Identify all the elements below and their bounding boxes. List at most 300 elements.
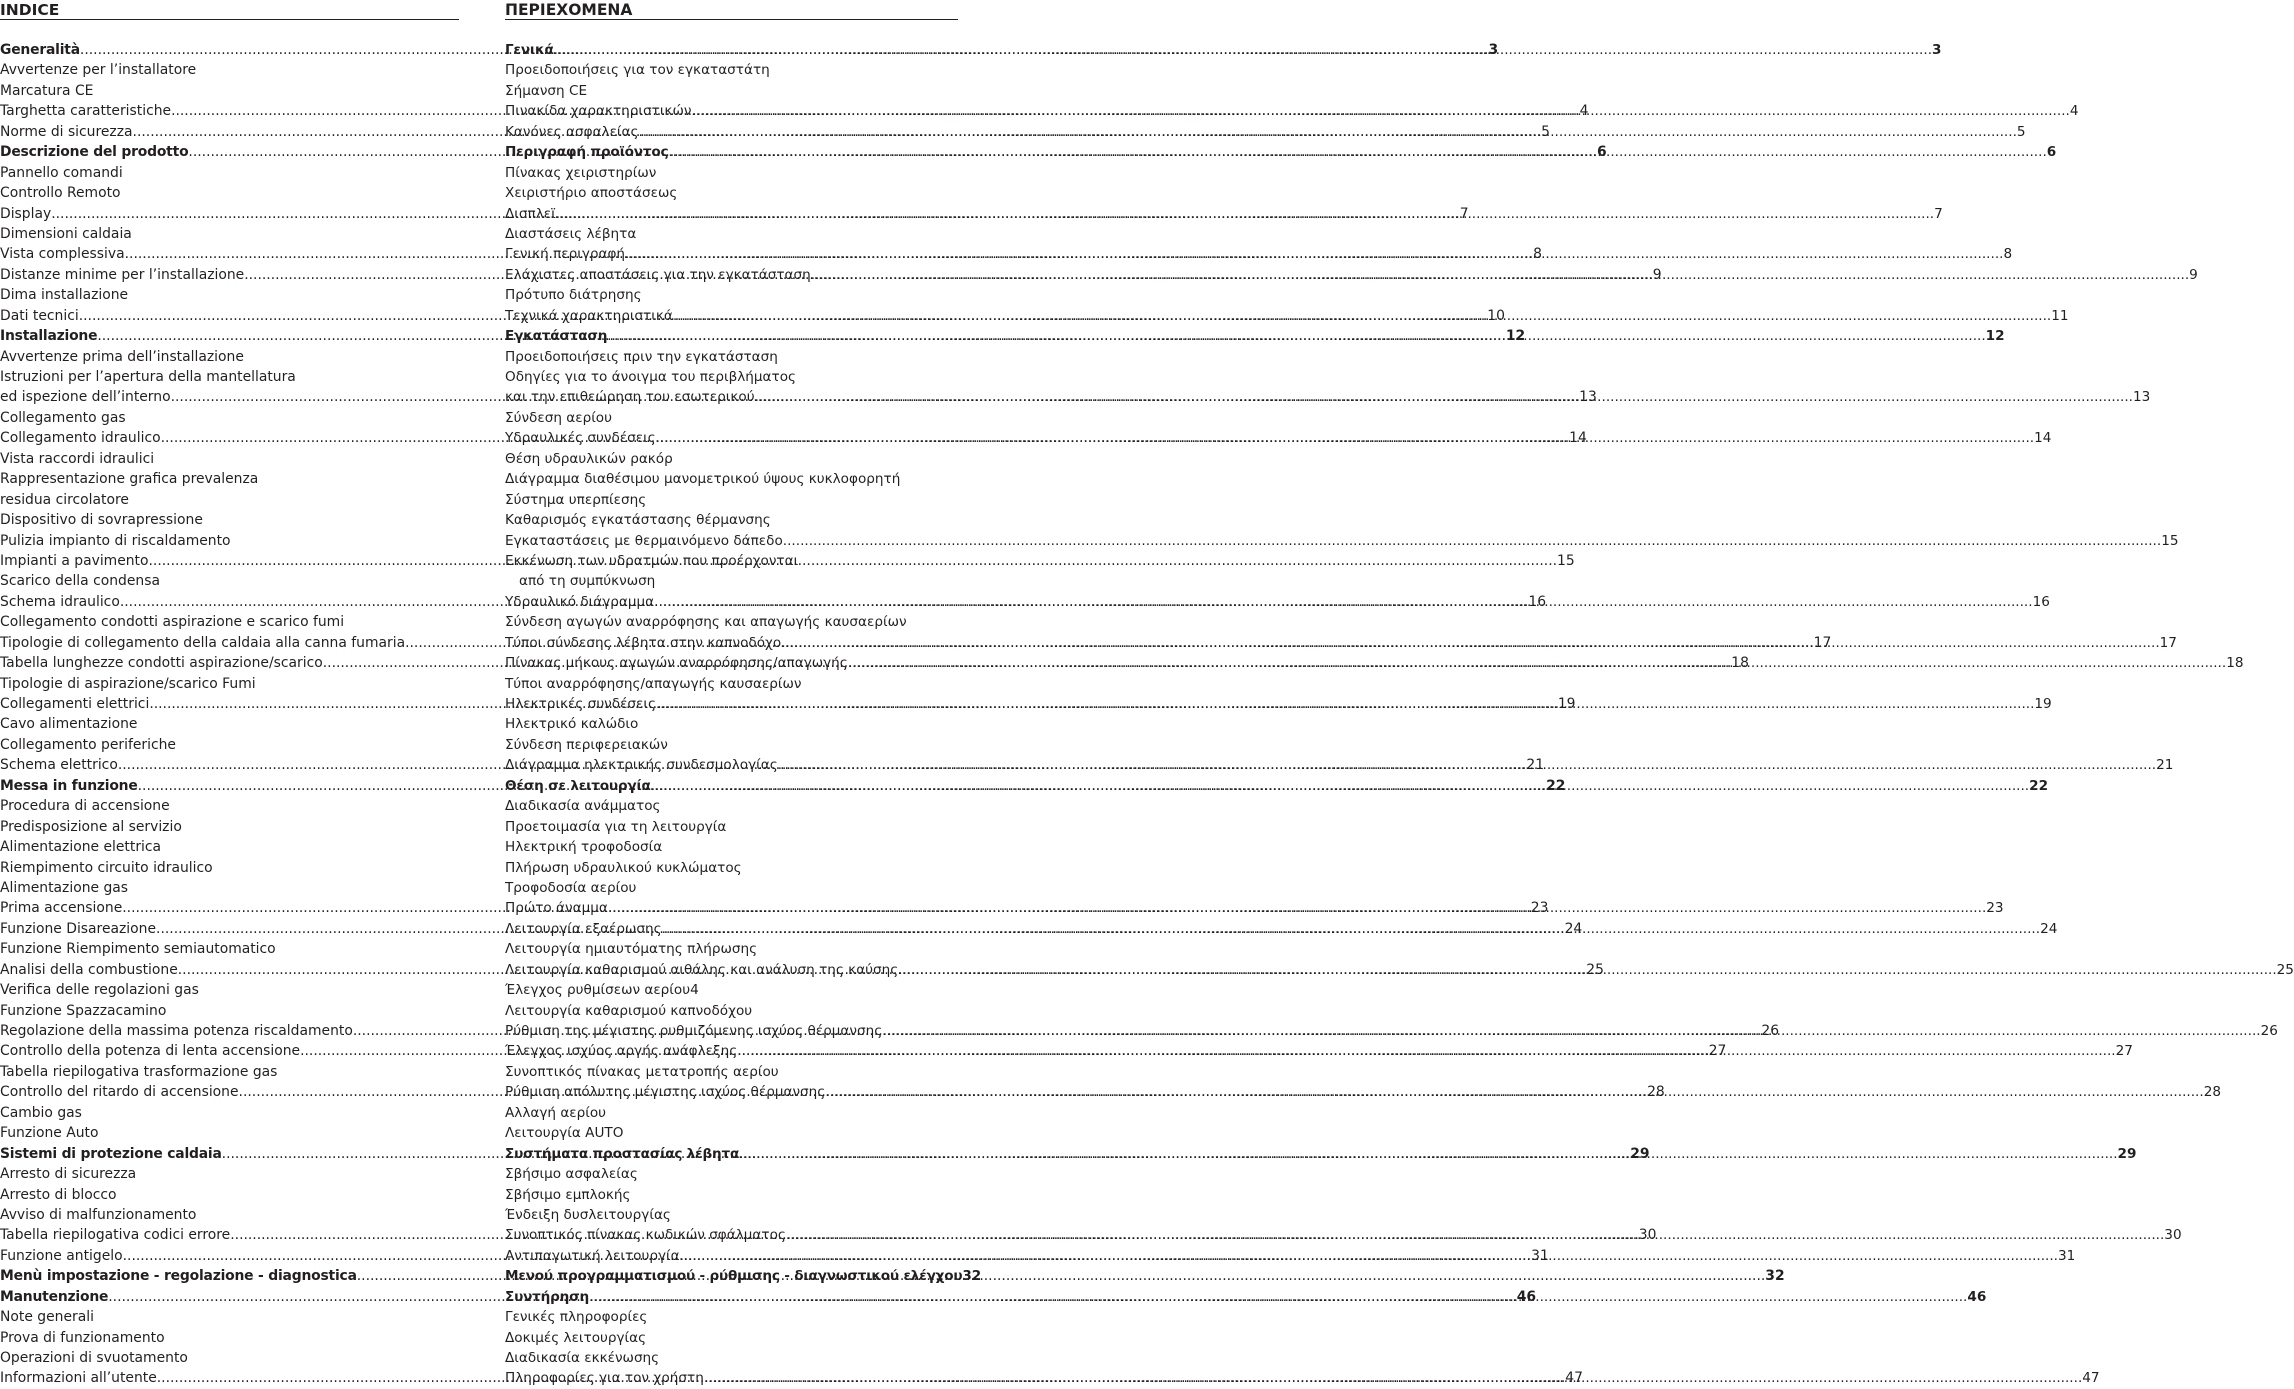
toc-entry[interactable] (0, 612, 459, 632)
toc-page-number: 24 (1564, 920, 1583, 937)
toc-entry[interactable] (505, 592, 2050, 612)
toc-entry[interactable] (0, 510, 459, 530)
toc-entry[interactable] (505, 1041, 2133, 1061)
toc-entry-label: Πίνακας μήκους αγωγών αναρρόφησης/απαγωγής (505, 655, 848, 672)
toc-entry-label: Cambio gas (0, 1104, 82, 1121)
toc-entry[interactable] (505, 817, 958, 837)
toc-entry[interactable] (505, 408, 958, 428)
toc-entry[interactable] (505, 1001, 958, 1021)
toc-entry[interactable] (505, 674, 958, 694)
toc-page-number: 22 (2029, 777, 2049, 794)
toc-page-number: 3 (1488, 42, 1499, 58)
toc-dot-leader (656, 428, 2034, 448)
toc-entry[interactable] (505, 551, 958, 571)
toc-page-number: 13 (1579, 389, 1597, 406)
toc-page-number: 28 (2203, 1084, 2221, 1101)
toc-page-number: 5 (2016, 123, 2026, 140)
toc-entry[interactable] (0, 224, 459, 244)
toc-page-number: 31 (1531, 1247, 1549, 1264)
toc-entry-label: Σβήσιμο ασφαλείας (505, 1166, 638, 1183)
toc-page-number: 21 (2156, 757, 2174, 774)
toc-dot-leader (783, 531, 2161, 551)
toc-entry[interactable] (505, 837, 958, 857)
toc-entry-label: Tabella riepilogativa trasformazione gas (0, 1063, 278, 1080)
toc-entry[interactable] (0, 60, 459, 80)
toc-entry-label: Tipologie di collegamento della caldaia alla canna fumaria (0, 634, 406, 651)
toc-page-number: 30 (1638, 1227, 1657, 1244)
toc-entry[interactable] (505, 1164, 958, 1184)
toc-entry-label: Λειτουργία καθαρισμού αιθάλης και ανάλυση της καύσης (505, 961, 899, 978)
toc-page-number: 17 (2159, 634, 2177, 651)
toc-page-number: 27 (1708, 1043, 1727, 1060)
toc-entry[interactable] (0, 796, 459, 816)
toc-entry[interactable] (505, 735, 958, 755)
toc-entry-label: Πρώτο άναμμα (505, 900, 608, 917)
toc-page-number: 13 (2133, 389, 2151, 406)
toc-entry-label: Rappresentazione grafica prevalenza (0, 471, 259, 488)
toc-page-number: 12 (1985, 328, 2005, 345)
toc-page-number: 16 (1528, 593, 1547, 610)
toc-entry-label: Arresto di blocco (0, 1186, 117, 1203)
toc-entry-label: Alimentazione gas (0, 879, 129, 896)
toc-page-number: 26 (2260, 1023, 2278, 1039)
toc-entry-label: Πληροφορίες για τον χρήστη (505, 1370, 704, 1387)
toc-entry[interactable] (505, 1021, 2278, 1041)
toc-dot-leader (755, 387, 2133, 407)
toc-page-number: 5 (1541, 123, 1550, 140)
toc-entry[interactable] (505, 428, 2052, 448)
toc-page-number: 30 (2164, 1227, 2182, 1244)
toc-entry-label: Γενικές πληροφορίες (505, 1309, 648, 1326)
toc-entry[interactable] (505, 101, 2079, 121)
toc-entry[interactable] (505, 285, 958, 305)
toc-entry-label: Ηλεκτρικές συνδέσεις (505, 696, 656, 712)
toc-entry[interactable] (0, 980, 459, 1000)
toc-entry[interactable] (0, 878, 459, 898)
toc-entry-label: Display (0, 205, 52, 222)
toc-entry-label: Τεχνικά χαρακτηριστικά (505, 307, 673, 324)
toc-entry[interactable] (505, 367, 958, 387)
toc-entry-label: Πινακίδα χαρακτηριστικών (505, 103, 692, 120)
toc-entry[interactable] (505, 1368, 2100, 1388)
toc-page-number: 21 (1526, 757, 1545, 774)
toc-entry-label: Συνοπτικός πίνακας μετατροπής αερίου (505, 1063, 779, 1080)
toc-entry-label: Σύνδεση αγωγών αναρρόφησης και απαγωγής καυσαερίων (505, 614, 907, 631)
toc-entry-label: Ηλεκτρική τροφοδοσία (505, 839, 663, 856)
toc-entry[interactable] (0, 490, 459, 510)
toc-entry-label: Prova di funzionamento (0, 1329, 165, 1346)
toc-page-number: 47 (2082, 1370, 2100, 1387)
toc-page-number: 47 (1565, 1370, 1583, 1387)
toc-page-number: 6 (2046, 144, 2057, 161)
toc-entry[interactable] (505, 40, 1942, 60)
toc-entry-label: Προετοιμασία για τη λειτουργία (505, 818, 727, 835)
toc-entry[interactable] (505, 81, 958, 101)
toc-entry-label: Μενού προγραμματισμού - ρύθμισης - διαγνωστικού ελέγχου (505, 1268, 963, 1285)
toc-entry-label: Procedura di accensione (0, 798, 170, 815)
toc-entry-label: Collegamento periferiche (0, 736, 176, 753)
toc-entry-label: Dima installazione (0, 287, 129, 304)
toc-dot-leader (704, 1368, 2082, 1388)
toc-entry[interactable] (505, 469, 958, 489)
toc-dot-leader (656, 694, 2034, 714)
toc-dot-leader (680, 1246, 2058, 1266)
toc-page-number: 8 (1533, 246, 1542, 263)
toc-entry[interactable] (505, 1185, 958, 1205)
toc-entry[interactable] (0, 1307, 459, 1327)
toc-page-number: 8 (2003, 246, 2013, 263)
toc-entry-label: και την επιθεώρηση του εσωτερικού (505, 389, 755, 406)
toc-entry-label: Schema idraulico (0, 593, 120, 610)
toc-entry-label: Δοκιμές λειτουργίας (505, 1329, 647, 1346)
toc-entry-label: Έλεγχος ρυθμίσεων αερίου4 (505, 982, 699, 999)
toc-entry[interactable] (505, 960, 2294, 980)
toc-entry[interactable] (0, 469, 459, 489)
toc-dot-leader (786, 1225, 2164, 1245)
toc-entry-label: Tabella lunghezze condotti aspirazione/scarico (0, 655, 323, 672)
toc-entry-label: Προειδοποιήσεις για τον εγκαταστάτη (505, 62, 770, 79)
toc-entry-label: Θέση υδραυλικών ρακόρ (505, 450, 673, 467)
toc-entry-label: Generalità (0, 42, 80, 58)
toc-entry[interactable] (505, 1348, 958, 1368)
toc-entry-label: Εγκαταστάσεις με θερμαινόμενο δάπεδο (505, 532, 783, 549)
toc-dot-leader (811, 265, 2189, 285)
toc-dot-leader (638, 122, 2016, 142)
toc-page-number: 7 (1459, 205, 1469, 222)
toc-dot-leader (739, 1144, 2117, 1164)
toc-entry-label: Dispositivo di sovrapressione (0, 512, 203, 529)
toc-page-number: 27 (2115, 1043, 2133, 1060)
toc-entry-label: Avvertenze prima dell’installazione (0, 348, 244, 365)
toc-entry-label: Λειτουργία ημιαυτόματης πλήρωσης (505, 941, 758, 958)
toc-entry-label: από τη συμπύκνωση (519, 573, 656, 590)
toc-entry[interactable] (505, 510, 958, 530)
toc-entry-label: Ηλεκτρικό καλώδιο (505, 716, 639, 733)
toc-entry-label: Scarico della condensa (0, 573, 160, 590)
toc-entry-label: Σύστημα υπερπίεσης (505, 491, 647, 508)
toc-page-number: 16 (2032, 593, 2050, 610)
toc-entry-label: Vista complessiva (0, 246, 125, 263)
toc-entry[interactable] (0, 347, 459, 367)
toc-entry-label: Εγκατάσταση (505, 328, 608, 345)
toc-entry[interactable] (505, 387, 2151, 407)
toc-entry[interactable] (505, 919, 2058, 939)
toc-entry[interactable] (505, 326, 2005, 346)
toc-entry-label: Tabella riepilogativa codici errore (0, 1227, 231, 1244)
toc-entry[interactable] (0, 714, 459, 734)
toc-page-number: 6 (1596, 144, 1607, 161)
toc-entry-label: Λειτουργία AUTO (505, 1125, 624, 1142)
toc-entry-label: Riempimento circuito idraulico (0, 859, 213, 876)
toc-entry[interactable] (505, 490, 958, 510)
toc-entry[interactable] (505, 612, 958, 632)
toc-entry[interactable] (505, 796, 958, 816)
toc-dot-leader (589, 1287, 1967, 1307)
toc-entry[interactable] (505, 1287, 1987, 1307)
toc-entry-label: Controllo del ritardo di accensione (0, 1084, 239, 1101)
toc-entry[interactable] (505, 1082, 2221, 1102)
toc-entry-label: Αντιπαγωτική λειτουργία (505, 1247, 680, 1264)
toc-entry[interactable] (0, 817, 459, 837)
toc-dot-leader (554, 40, 1932, 60)
toc-page-number: 23 (1986, 900, 2004, 917)
toc-entry-label: Collegamenti elettrici (0, 696, 150, 712)
toc-entry[interactable] (505, 755, 2174, 775)
toc-entry[interactable] (505, 1144, 2137, 1164)
toc-entry-label: ed ispezione dell’interno (0, 389, 171, 406)
toc-entry[interactable] (505, 224, 958, 244)
toc-entry[interactable] (0, 1328, 459, 1348)
toc-dot-leader (737, 1041, 2115, 1061)
toc-page-number: 17 (1813, 634, 1832, 651)
toc-entry[interactable] (505, 694, 2052, 714)
toc-entry[interactable] (0, 367, 459, 387)
toc-page-number: 14 (1569, 430, 1587, 447)
toc-entry[interactable] (505, 1062, 958, 1082)
toc-entry-label: Διαστάσεις λέβητα (505, 225, 637, 242)
toc-entry-label: Collegamento condotti aspirazione e scarico fumi (0, 614, 345, 631)
toc-entry-label: Περιγραφή προϊόντος (505, 144, 669, 161)
toc-page-number: 10 (1487, 307, 1505, 324)
toc-entry[interactable] (505, 347, 958, 367)
toc-entry[interactable] (505, 653, 2244, 673)
toc-entry-label: Schema elettrico (0, 757, 118, 774)
toc-dot-leader (781, 633, 2159, 653)
toc-dot-leader (625, 244, 2003, 264)
toc-page-number: 24 (2040, 920, 2058, 937)
toc-entry[interactable] (505, 142, 2057, 162)
toc-entry[interactable] (505, 244, 2013, 264)
toc-entry[interactable] (0, 1123, 459, 1143)
toc-entry[interactable] (505, 1266, 982, 1286)
toc-entry-label: Σύνδεση περιφερειακών (505, 736, 668, 753)
toc-entry-label: Pannello comandi (0, 164, 123, 181)
toc-page-number: 29 (1630, 1145, 1650, 1162)
toc-entry-label: Σβήσιμο εμπλοκής (505, 1186, 631, 1203)
toc-entry-label: Γενικά (505, 42, 554, 58)
toc-entry-label: Descrizione del prodotto (0, 144, 189, 161)
toc-dot-leader (668, 142, 2046, 162)
toc-page-number: 18 (2226, 655, 2244, 672)
toc-dot-leader (848, 653, 2226, 673)
toc-entry-label: Πίνακας χειριστηρίων (505, 164, 657, 181)
toc-dot-leader (651, 776, 2029, 796)
toc-entry-label: Συντήρηση (505, 1288, 589, 1305)
toc-page-number: 25 (2276, 961, 2294, 978)
toc-entry[interactable] (505, 776, 2049, 796)
toc-entry-label: Menù impostazione - regolazione - diagnostica (0, 1268, 357, 1285)
toc-entry[interactable] (0, 408, 459, 428)
toc-entry-label: Messa in funzione (0, 777, 138, 794)
toc-entry-label: Regolazione della massima potenza riscaldamento (0, 1023, 353, 1039)
toc-entry[interactable] (505, 1246, 2076, 1266)
toc-entry-label: Εκκένωση των υδρατμών που προέρχονται (505, 552, 799, 569)
toc-dot-leader (608, 898, 1986, 918)
toc-entry[interactable] (0, 1205, 459, 1225)
toc-entry[interactable] (505, 633, 2177, 653)
toc-entry[interactable] (505, 531, 2179, 551)
toc-entry[interactable] (505, 714, 958, 734)
toc-entry[interactable] (505, 1123, 958, 1143)
toc-page-number: 4 (2069, 103, 2079, 120)
toc-entry-label: Collegamento idraulico (0, 430, 161, 447)
toc-entry-label: Norme di sicurezza (0, 123, 133, 140)
toc-entry-label: Analisi della combustione (0, 961, 178, 978)
toc-entry-label: Controllo della potenza di lenta accensione (0, 1043, 301, 1060)
toc-page-number: 26 (1761, 1023, 1780, 1039)
toc-page-number: 29 (2117, 1145, 2137, 1162)
toc-entry-label: Ρύθμιση απόλυτης μέγιστης ισχύος θέρμανσης (505, 1084, 826, 1101)
toc-entry-label: Istruzioni per l’apertura della mantellatura (0, 369, 296, 385)
toc-entry[interactable] (0, 837, 459, 857)
toc-entry-label: Καθαρισμός εγκατάστασης θέρμανσης (505, 512, 771, 529)
toc-entry[interactable] (0, 1185, 459, 1205)
toc-page-number: 3 (1932, 42, 1942, 58)
toc-entry-label: Ελάχιστες αποστάσεις για την εγκατάσταση (505, 266, 811, 283)
toc-entry-label: Informazioni all’utente (0, 1370, 157, 1387)
toc-entry-label: Targhetta caratteristiche (0, 103, 172, 120)
toc-entry[interactable] (505, 122, 2026, 142)
toc-entry-label: Υδραυλικές συνδέσεις (505, 430, 656, 447)
toc-entry-label: Arresto di sicurezza (0, 1166, 137, 1183)
toc-entry-label: residua circolatore (0, 491, 129, 508)
toc-entry-label: Alimentazione elettrica (0, 839, 162, 856)
toc-entry[interactable] (0, 183, 459, 203)
toc-entry-label: Ρύθμιση της μέγιστης ρυθμιζόμενης ισχύος θέρμανσης (505, 1023, 883, 1039)
toc-entry[interactable] (505, 163, 958, 183)
toc-page-number: 31 (2058, 1247, 2076, 1264)
toc-entry[interactable] (0, 1001, 459, 1021)
toc-entry-label: Διάγραμμα διαθέσιμου μανομετρικού ύψους κυκλοφορητή (505, 471, 901, 488)
toc-page-number: 11 (2051, 307, 2069, 324)
toc-entry[interactable] (505, 183, 958, 203)
toc-dot-leader (673, 306, 2051, 326)
toc-entry[interactable] (0, 449, 459, 469)
toc-entry-label: Διαδικασία εκκένωσης (505, 1350, 660, 1366)
toc-entry-label: Dimensioni caldaia (0, 225, 132, 242)
toc-page-number: 19 (1557, 696, 1576, 712)
toc-entry-label: Χειριστήριο αποστάσεως (505, 185, 678, 202)
toc-page-number: 14 (2034, 430, 2052, 447)
toc-entry[interactable] (505, 204, 1943, 224)
toc-page-number: 19 (2034, 696, 2052, 712)
toc-entry-label: Dati tecnici (0, 307, 79, 324)
toc-entry-label: Impianti a pavimento (0, 552, 149, 569)
toc-entry-label: Funzione Riempimento semiautomatico (0, 941, 276, 958)
toc-entry-label: Prima accensione (0, 900, 123, 917)
toc-entry-label: Διάγραμμα ηλεκτρικής συνδεσμολογίας (505, 757, 778, 774)
toc-entry-label: Cavo alimentazione (0, 716, 138, 733)
toc-entry-label: Έλεγχος ισχύος αργής ανάφλεξης (505, 1043, 738, 1060)
toc-entry[interactable] (505, 571, 958, 591)
toc-dot-leader (882, 1021, 2260, 1041)
toc-entry[interactable] (0, 735, 459, 755)
toc-entry[interactable] (505, 1328, 958, 1348)
toc-page-number: 7 (1934, 205, 1943, 222)
toc-entry-label: Funzione Spazzacamino (0, 1002, 167, 1019)
toc-page-number: 28 (1647, 1084, 1665, 1101)
toc-entry[interactable] (0, 858, 459, 878)
toc-entry-label: Verifica delle regolazioni gas (0, 982, 199, 999)
toc-entry-label: Note generali (0, 1309, 94, 1326)
toc-page-number: 18 (1731, 655, 1749, 672)
toc-entry-label: Sistemi di protezione caldaia (0, 1145, 222, 1162)
toc-entry[interactable] (505, 1307, 958, 1327)
toc-dot-leader (778, 755, 2156, 775)
toc-entry-label: Υδραυλικό διάγραμμα (505, 593, 655, 610)
toc-entry-label: Λειτουργία καθαρισμού καπνοδόχου (505, 1002, 753, 1019)
toc-entry-label: Θέση σε λειτουργία (505, 777, 651, 794)
toc-entry[interactable] (505, 858, 958, 878)
toc-page-number: 32 (1765, 1268, 1785, 1285)
toc-entry[interactable] (0, 674, 459, 694)
toc-entry[interactable] (505, 60, 958, 80)
toc-entry-label: Συνοπτικός πίνακας κωδικών σφάλματος (505, 1227, 786, 1244)
toc-entry[interactable] (505, 878, 958, 898)
toc-page-number: 15 (1557, 552, 1575, 569)
toc-entry-label: Διαδικασία ανάμματος (505, 798, 661, 815)
toc-entry-label: Funzione antigelo (0, 1247, 123, 1264)
toc-entry[interactable] (0, 81, 459, 101)
toc-entry[interactable] (0, 285, 459, 305)
toc-entry-label: Τύποι σύνδεσης λέβητα στην καπνοδόχο (505, 634, 782, 651)
toc-page-number: 12 (1505, 328, 1526, 345)
toc-entry[interactable] (0, 1062, 459, 1082)
italian-toc-title: INDICE (0, 0, 459, 20)
toc-entry-label: Controllo Remoto (0, 185, 121, 202)
toc-entry[interactable] (0, 1103, 459, 1123)
toc-entry[interactable] (0, 1164, 459, 1184)
toc-entry-label: Avviso di malfunzionamento (0, 1206, 197, 1223)
toc-entry-label: Αλλαγή αερίου (505, 1104, 607, 1121)
toc-entry-label: Funzione Auto (0, 1125, 99, 1142)
toc-page-number: 9 (1652, 266, 1662, 283)
toc-entry-label: Κανόνες ασφαλείας (505, 123, 639, 140)
toc-entry[interactable] (0, 163, 459, 183)
toc-entry[interactable] (505, 1205, 958, 1225)
toc-entry[interactable] (505, 939, 958, 959)
toc-entry[interactable] (0, 571, 459, 591)
toc-entry-label: Distanze minime per l’installazione (0, 266, 245, 283)
toc-entry-label: Manutenzione (0, 1288, 109, 1305)
greek-toc-title: ΠΕΡΙΕΧΟΜΕΝΑ (505, 0, 958, 20)
toc-page-number: 15 (2161, 532, 2179, 549)
toc-entry[interactable] (0, 939, 459, 959)
toc-entry[interactable] (0, 531, 459, 551)
toc-entry[interactable] (505, 980, 958, 1000)
toc-entry-label: Avvertenze per l’installatore (0, 62, 197, 79)
toc-entry[interactable] (505, 449, 958, 469)
toc-dot-leader (898, 960, 2276, 980)
toc-entry[interactable] (505, 1103, 958, 1123)
toc-entry-label: Πρότυπο διάτρησης (505, 287, 642, 304)
toc-entry-label: Σήμανση CE (505, 82, 588, 99)
toc-entry-label: Τροφοδοσία αερίου (505, 879, 637, 896)
toc-entry-label: Λειτουργία εξαέρωσης (505, 920, 662, 937)
toc-entry-label: Σύνδεση αερίου (505, 409, 612, 426)
toc-entry-label: Collegamento gas (0, 409, 126, 426)
toc-page-number: 22 (1546, 777, 1566, 794)
toc-dot-leader (662, 919, 2040, 939)
toc-page-number: 25 (1586, 961, 1604, 978)
toc-entry-label: Πλήρωση υδραυλικού κυκλώματος (505, 859, 742, 876)
toc-entry[interactable] (505, 265, 2198, 285)
toc-entry[interactable] (505, 898, 2004, 918)
toc-dot-leader (825, 1082, 2203, 1102)
toc-entry[interactable] (505, 1225, 2182, 1245)
toc-entry-label: Predisposizione al servizio (0, 818, 182, 835)
toc-entry[interactable] (0, 1348, 459, 1368)
